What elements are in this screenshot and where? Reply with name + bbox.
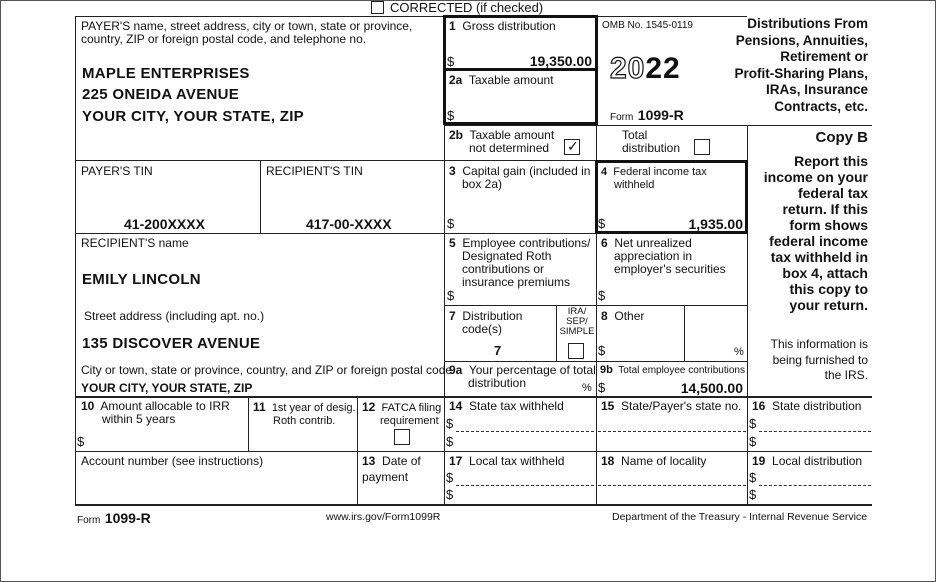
tax-year-prefix: 20	[610, 52, 646, 85]
title-line: Profit-Sharing Plans,	[734, 65, 868, 81]
form-title	[700, 16, 868, 115]
box11-label	[253, 401, 356, 428]
box7-num: 7	[449, 309, 456, 323]
box4-label	[601, 166, 707, 192]
box9a-num: 9a	[449, 363, 463, 377]
box6-num: 6	[601, 236, 608, 250]
box19-text: Local distribution	[772, 454, 863, 468]
box9a-line1: Your percentage of total	[468, 363, 596, 377]
corrected-checkbox[interactable]	[371, 1, 384, 14]
info-line: the IRS.	[824, 368, 868, 382]
box14-dollar-2: $	[446, 434, 454, 449]
recipient-street-label: Street address (including apt. no.)	[84, 309, 265, 323]
box15-label	[601, 400, 741, 413]
box9b-dollar: $	[598, 380, 606, 395]
total-line1: Total	[622, 128, 648, 142]
footer-form-name: 1099-R	[104, 510, 151, 526]
box1-label	[449, 20, 556, 33]
box15-num: 15	[601, 399, 615, 413]
payer-city: YOUR CITY, YOUR STATE, ZIP	[82, 108, 304, 125]
box4-dollar: $	[598, 216, 606, 231]
grid-line	[75, 504, 872, 506]
box11-num: 11	[253, 400, 266, 414]
box19-num: 19	[752, 454, 766, 468]
tax-year-suffix: 22	[645, 52, 681, 85]
grid-line	[684, 305, 685, 361]
box11-line1: 1st year of desig.	[271, 402, 356, 414]
box1-text: Gross distribution	[462, 19, 556, 33]
box2b-line1: Taxable amount	[469, 128, 555, 142]
grid-line	[260, 160, 261, 233]
form-name: 1099-R	[637, 107, 684, 123]
box3-num: 3	[449, 164, 456, 178]
box8-num: 8	[601, 309, 608, 323]
total-distribution-checkbox[interactable]	[694, 139, 710, 155]
payer-name: MAPLE ENTERPRISES	[82, 65, 250, 82]
info-block	[752, 337, 868, 384]
box4-num: 4	[601, 166, 608, 178]
title-line: IRAs, Insurance	[765, 82, 868, 97]
box5-label	[449, 237, 590, 289]
copy-line: return. If this	[782, 201, 868, 217]
box10-line1: Amount allocable to IRR	[100, 399, 230, 413]
grid-line	[75, 451, 872, 452]
box14-label	[449, 400, 564, 413]
box1-value[interactable]: 19,350.00	[529, 53, 592, 69]
box16-dollar-2: $	[749, 434, 757, 449]
box9b-label	[600, 365, 745, 376]
box16-dollar-1: $	[749, 416, 757, 431]
ira-line: SEP/	[566, 316, 588, 327]
box8-text: Other	[614, 309, 645, 323]
copy-line: federal tax	[797, 185, 868, 201]
payer-label: PAYER'S name, street address, city or town, state or province, country, ZIP or foreign postal code, and telephone no.	[81, 19, 413, 46]
box17-label	[449, 455, 564, 468]
grid-line	[75, 396, 872, 398]
box8-label	[601, 310, 644, 323]
recipient-city-label: City or town, state or province, country, and ZIP or foreign postal code	[81, 363, 453, 377]
box10-label	[81, 400, 230, 426]
payer-tin-label: PAYER'S TIN	[81, 164, 153, 178]
box4-line2: withheld	[614, 179, 655, 191]
box10-line2: within 5 years	[102, 412, 176, 426]
box13-line2: payment	[362, 470, 409, 484]
box17-dollar-2: $	[446, 487, 454, 502]
box8-percent: %	[734, 346, 744, 358]
box8-dollar: $	[598, 343, 606, 358]
box5-line: contributions or	[462, 262, 545, 276]
check-mark-icon: ✓	[567, 138, 579, 154]
box16-num: 16	[752, 399, 766, 413]
box6-dollar: $	[598, 288, 606, 303]
box11-line2: Roth contrib.	[273, 415, 336, 427]
grid-line	[556, 305, 557, 361]
box1-num: 1	[449, 19, 456, 33]
recipient-street[interactable]: 135 DISCOVER AVENUE	[82, 335, 261, 352]
box6-label	[601, 237, 726, 276]
box17-dash-line	[456, 485, 594, 486]
box7-line1: Distribution	[462, 309, 523, 323]
footer-form-prefix: Form	[77, 515, 101, 526]
payer-street: 225 ONEIDA AVENUE	[82, 86, 240, 103]
box1-dollar: $	[447, 54, 455, 69]
box4-line1: Federal income tax	[613, 166, 707, 178]
box14-dollar-1: $	[446, 416, 454, 431]
box14-dash-line	[456, 431, 594, 432]
copy-line: Report this	[794, 153, 868, 169]
box7-line2: code(s)	[462, 322, 503, 336]
box12-num: 12	[362, 400, 376, 414]
box2b-num: 2b	[449, 128, 464, 142]
info-line: This information is	[770, 337, 868, 351]
copy-line: income on your	[763, 169, 868, 185]
footer-form	[77, 510, 151, 528]
box3-label	[449, 165, 590, 191]
box17-text: Local tax withheld	[469, 454, 565, 468]
box9b-text: Total employee contributions	[618, 365, 745, 376]
box12-line1: FATCA filing	[381, 402, 442, 414]
box9a-percent: %	[582, 382, 592, 394]
corrected-label: CORRECTED (if checked)	[390, 0, 544, 15]
box5-dollar: $	[447, 288, 455, 303]
box19-dollar-2: $	[749, 487, 757, 502]
box2b-label	[449, 129, 554, 155]
copy-line: form shows	[789, 217, 868, 233]
box18-dash-line	[598, 485, 746, 486]
box18-num: 18	[601, 454, 615, 468]
copy-b-block	[752, 130, 868, 313]
box2a-label	[449, 74, 554, 87]
box6-line: Net unrealized	[614, 236, 692, 250]
account-label: Account number (see instructions)	[81, 454, 264, 468]
box2a-text: Taxable amount	[468, 73, 554, 87]
box9a-label	[449, 364, 596, 390]
box9a-line2: distribution	[468, 376, 527, 390]
recipient-name-label: RECIPIENT'S name	[81, 236, 189, 250]
box13-line1: Date of	[382, 454, 421, 468]
box4-value[interactable]: 1,935.00	[688, 216, 743, 232]
grid-line	[75, 16, 76, 505]
footer-url[interactable]: www.irs.gov/Form1099R	[326, 511, 441, 523]
ira-line: SIMPLE	[559, 326, 595, 337]
box16-dash-line	[759, 431, 871, 432]
box2b-checkbox[interactable]	[564, 139, 580, 155]
box3-line2: box 2a)	[462, 177, 503, 191]
ira-sep-simple-label	[559, 307, 595, 337]
grid-line	[357, 396, 358, 504]
omb-number: OMB No. 1545-0119	[602, 20, 693, 31]
box15-text: State/Payer's state no.	[621, 399, 742, 413]
box19-dash-line	[759, 485, 871, 486]
recipient-tin-label: RECIPIENT'S TIN	[266, 164, 363, 178]
title-line: Pensions, Annuities,	[735, 32, 868, 48]
total-distribution-label	[622, 129, 680, 155]
box10-num: 10	[81, 399, 95, 413]
box6-line: appreciation in	[614, 249, 693, 263]
tax-year	[610, 52, 681, 86]
title-line: Contracts, etc.	[774, 98, 868, 114]
box14-text: State tax withheld	[469, 399, 564, 413]
box7-value[interactable]: 7	[494, 343, 502, 358]
recipient-name[interactable]: EMILY LINCOLN	[82, 271, 201, 288]
footer-dept: Department of the Treasury - Internal Revenue Service	[612, 511, 868, 523]
box2b-line2: not determined	[469, 141, 550, 155]
grid-line	[75, 16, 747, 17]
copy-line: federal income	[769, 233, 868, 249]
copy-line: tax withheld in	[770, 249, 868, 265]
copy-line: your return.	[789, 297, 868, 313]
box9b-value[interactable]: 14,500.00	[680, 380, 743, 396]
box5-num: 5	[449, 236, 456, 250]
copy-line: this copy to	[789, 281, 868, 297]
box18-label	[601, 455, 706, 468]
box19-dollar-1: $	[749, 470, 757, 485]
box5-line: insurance premiums	[462, 275, 571, 289]
box19-label	[752, 455, 862, 468]
box16-label	[752, 400, 861, 413]
box14-num: 14	[449, 399, 463, 413]
box12-label	[362, 401, 441, 428]
box3-dollar: $	[447, 216, 455, 231]
box17-dollar-1: $	[446, 470, 454, 485]
box18-text: Name of locality	[621, 454, 707, 468]
form-id	[610, 107, 684, 125]
box17-num: 17	[449, 454, 463, 468]
title-line: Distributions From	[747, 16, 868, 31]
box10-dollar: $	[77, 434, 85, 449]
box15-dash-line	[598, 431, 746, 432]
box13-num: 13	[362, 454, 376, 468]
ira-line: IRA/	[567, 306, 587, 317]
fatca-checkbox[interactable]	[394, 429, 410, 445]
payer-tin-value[interactable]: 41-200XXXX	[124, 216, 205, 232]
grid-line	[444, 125, 872, 126]
box16-text: State distribution	[772, 399, 862, 413]
box7-label	[449, 310, 522, 336]
title-line: Retirement or	[780, 49, 868, 64]
box3-line1: Capital gain (included in	[462, 164, 591, 178]
copy-title: Copy B	[815, 129, 868, 146]
box6-line: employer's securities	[614, 262, 726, 276]
info-line: being furnished to	[772, 352, 868, 367]
box2a-num: 2a	[449, 73, 463, 87]
form-prefix: Form	[610, 112, 634, 123]
copy-line: box 4, attach	[782, 265, 868, 281]
box5-line: Employee contributions/	[462, 236, 591, 250]
recipient-tin-value[interactable]: 417-00-XXXX	[306, 216, 392, 232]
box13-label	[362, 455, 421, 484]
box5-line: Designated Roth	[462, 249, 552, 263]
box2a-dollar: $	[447, 108, 455, 123]
ira-sep-simple-checkbox[interactable]	[568, 343, 584, 359]
box9b-num: 9b	[600, 364, 613, 376]
recipient-city[interactable]: YOUR CITY, YOUR STATE, ZIP	[81, 381, 253, 395]
total-line2: distribution	[622, 141, 681, 155]
grid-line	[248, 396, 249, 451]
box12-line2: requirement	[380, 415, 439, 427]
